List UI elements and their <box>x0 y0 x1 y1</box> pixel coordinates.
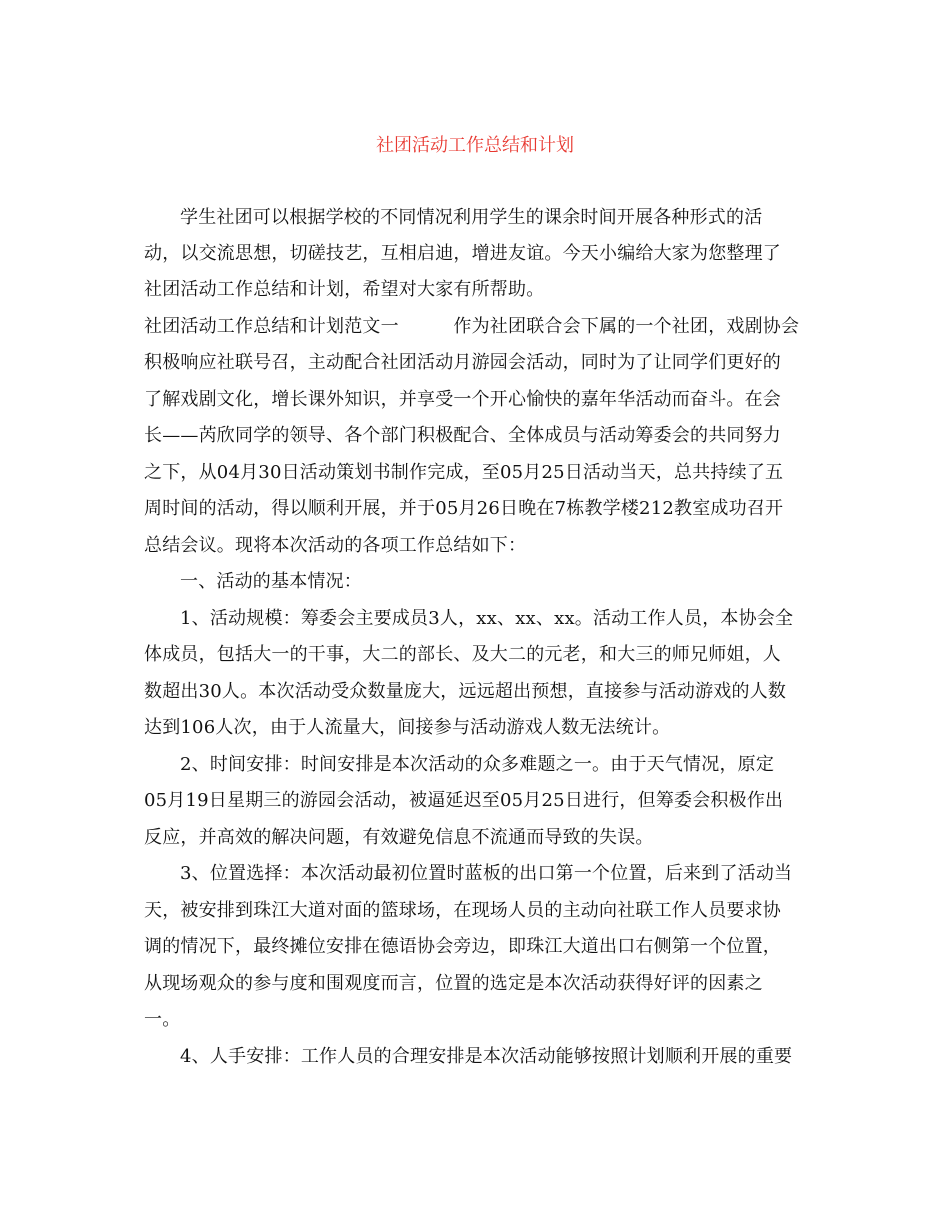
paragraph-line: 动，以交流思想，切磋技艺，互相启迪，增进友谊。今天小编给大家为您整理了 <box>144 243 781 264</box>
paragraph-line: 反应，并高效的解决问题，有效避免信息不流通而导致的失误。 <box>144 827 654 848</box>
paragraph-line: 之下，从04月30日活动策划书制作完成，至05月25日活动当天，总共持续了五 <box>144 462 784 483</box>
paragraph-line: 05月19日星期三的游园会活动，被逼延迟至05月25日进行，但筹委会积极作出 <box>144 790 784 811</box>
paragraph-line: 社团活动工作总结和计划范文一 作为社团联合会下属的一个社团，戏剧协会 <box>144 316 800 337</box>
paragraph-line: 学生社团可以根据学校的不同情况利用学生的课余时间开展各种形式的活 <box>180 207 763 228</box>
paragraph-line: 4、人手安排：工作人员的合理安排是本次活动能够按照计划顺利开展的重要 <box>180 1046 793 1067</box>
paragraph-line: 一。 <box>144 1009 181 1030</box>
paragraph-line: 天，被安排到珠江大道对面的篮球场，在现场人员的主动向社联工作人员要求协 <box>144 900 781 921</box>
paragraph-line: 2、时间安排：时间安排是本次活动的众多难题之一。由于天气情况，原定 <box>180 754 775 775</box>
paragraph-line: 了解戏剧文化，增长课外知识，并享受一个开心愉快的嘉年华活动而奋斗。在会 <box>144 389 781 410</box>
paragraph-line: 长——芮欣同学的领导、各个部门积极配合、全体成员与活动筹委会的共同努力 <box>144 425 781 446</box>
paragraph-line: 数超出30人。本次活动受众数量庞大，远远超出预想，直接参与活动游戏的人数 <box>144 681 787 702</box>
paragraph-line: 社团活动工作总结和计划，希望对大家有所帮助。 <box>144 279 545 300</box>
paragraph-line: 积极响应社联号召，主动配合社团活动月游园会活动，同时为了让同学们更好的 <box>144 352 781 373</box>
paragraph-line: 体成员，包括大一的干事，大二的部长、及大二的元老，和大三的师兄师姐，人 <box>144 644 781 665</box>
paragraph-line: 总结会议。现将本次活动的各项工作总结如下： <box>144 535 527 556</box>
paragraph-line: 达到106人次，由于人流量大，间接参与活动游戏人数无法统计。 <box>144 717 671 738</box>
paragraph-line: 3、位置选择：本次活动最初位置时蓝板的出口第一个位置，后来到了活动当 <box>180 863 793 884</box>
paragraph-line: 调的情况下，最终摊位安排在德语协会旁边，即珠江大道出口右侧第一个位置， <box>144 936 781 957</box>
section-heading: 一、活动的基本情况： <box>180 571 362 592</box>
document-title: 社团活动工作总结和计划 <box>376 135 574 156</box>
paragraph-line: 从现场观众的参与度和围观度而言，位置的选定是本次活动获得好评的因素之 <box>144 973 763 994</box>
paragraph-line: 1、活动规模：筹委会主要成员3人，xx、xx、xx。活动工作人员，本协会全 <box>180 608 794 629</box>
paragraph-line: 周时间的活动，得以顺利开展，并于05月26日晚在7栋教学楼212教室成功召开 <box>144 498 784 519</box>
